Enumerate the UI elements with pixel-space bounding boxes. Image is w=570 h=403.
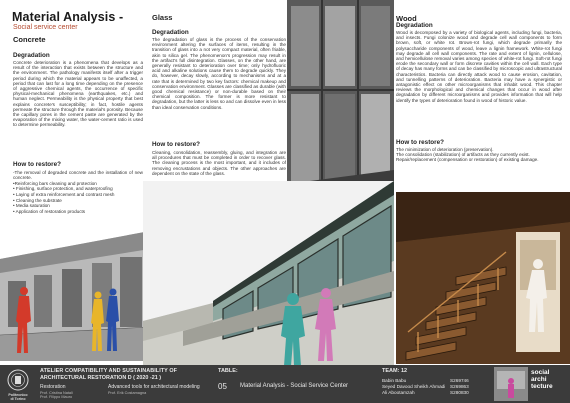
- list-item: Repair/replacement (compensation or restoration) of existing damage.: [396, 157, 539, 163]
- restoration-professor-1: Prof. Cristina Natali: [40, 391, 73, 395]
- course-title-line2: ARCHITECTURAL RESTORATION D ( 2020 -21 ): [40, 375, 162, 381]
- team-member-ids: [450, 378, 469, 396]
- concrete-restore-heading: How to restore?: [13, 161, 61, 168]
- concrete-degradation-heading: Degradation: [13, 52, 50, 59]
- page-title: Material Analysis -: [12, 10, 124, 24]
- team-member-id: S269746: [450, 378, 469, 383]
- team-member-id: S280830: [450, 390, 469, 395]
- glass-gallery-photo: [143, 181, 394, 366]
- list-item: -The removal of degraded concrete and the installation of new concrete.: [13, 170, 143, 181]
- list-item: • Finishing, surface protection, and waterproofing: [13, 186, 113, 192]
- wood-staircase-photo: [396, 192, 570, 364]
- wood-degradation-text: Wood is decomposed by a variety of biological agents, including fungi, bacteria, and insects. Fungi colonize wood and degrade cell wall components to form brown, soft, or white rot. Brown-rot fungi, which degrade primarily the polysaccharide components of wood, leave a lignin framework. White-rot fungi may degrade all cell wall components. The rate and extent of lignin, cellulose, and hemicellulose removal varies among species of white-rot fungi. Soft-rot fungi erode the secondary wall or form discrete cavities within the cell wall. Each type of decay has many forms and can be classified by microscopic and ultrastructural characteristics. Bacteria can directly attack wood to cause erosion, cavitation, and tunnelling patterns of deterioration. Bacteria may have a synergistic or antagonistic effect on other microorganisms that inhabit wood. This chapter reviews the morphological and chemical changes that occur in wood after degradation by different microorganisms and provides information that will help identify the types of deterioration found in wood of historic value.: [396, 30, 562, 103]
- page-subtitle: Social service center: [13, 24, 78, 31]
- team-member-id: S269863: [450, 384, 469, 389]
- list-item: The minimization of deterioration (preservation).: [396, 147, 494, 152]
- team-member-name: Seyed Davood Sheikh Ahmadi: [382, 384, 446, 389]
- glass-facade-photo: [287, 0, 394, 200]
- brand-line: social: [531, 369, 550, 376]
- restoration-professor-2: Prof. Filippo Mauro: [40, 395, 73, 399]
- politecnico-logo: [3, 367, 33, 401]
- project-thumbnail: [494, 367, 528, 401]
- wood-degradation-heading: Degradation: [396, 22, 433, 29]
- glass-restore-text: Cleaning, consolidation, reassembly, gluing, and integration are all procedures that must be completed in order to recover glass. The cleaning process is the most important, and it includes of removing encrustations and objects. The other approaches are dependent on the state of the glass.: [152, 150, 286, 176]
- wood-restore-list: [396, 147, 562, 163]
- team-member-names: [382, 378, 445, 396]
- table-label: TABLE:: [218, 368, 238, 374]
- list-item: • Laying of extra reinforcement and contrast mesh: [13, 191, 115, 197]
- concrete-heading: Concrete: [13, 35, 46, 44]
- glass-degradation-text: The degradation of glass is the process of the conservation environment altering the surfaces of items, resulting in the transition of glass into a not very compact material, often friable, akin to silica gel. The phenomenon's progression may result in the artifact's full disintegration. Glasses, on the other hand, are generally resistant to deterioration over time; only hydrofluoric acid and alkaline solutions cause them to degrade quickly. They do, however, decay slowly, according to mechanisms and at a rate that is determined by two key factors: chemical makeup and conservation environment. Glasses are classified as durable (with good chemical resistance) or non-durable based on their chemical composition. The former is more resistant to degradation, but the latter is less so and can dissolve even in less than ideal conservation conditions.: [152, 37, 286, 110]
- glass-restore-heading: How to restore?: [152, 141, 200, 148]
- concrete-building-photo: [0, 231, 150, 361]
- concrete-degradation-text: Concrete deterioration is a phenomena that develops as a result of the interaction that exists between the structure and the environment. The pathology manifests itself after a trigger period during which the material appears to be unaffected, a period that can last for a long time depending on the presence of aggressive chemical agents, the occurrence of specific physical-mechanical phenomena (earthquakes, etc.) and human neglect. Permeability is the physical property that best explains concrete's susceptibility; in fact, hostile agents permeate the structure through the material's porosity. Because the capillary pores in the cement paste are generated by the evaporation of the mixing water, the water-cement ratio is used to determine permeability.: [13, 60, 143, 128]
- restoration-label: Restoration: [40, 384, 66, 390]
- glass-heading: Glass: [152, 13, 173, 22]
- svg-text:di Torino: di Torino: [10, 397, 26, 401]
- list-item: The consolidation (stabilization) of artifacts as they currently exist.: [396, 152, 530, 158]
- team-label: TEAM: 12: [382, 368, 408, 374]
- list-item: • Media saturation: [13, 203, 50, 209]
- table-number: 05: [218, 382, 227, 391]
- advanced-tools-professor: Prof. Erik Costamagna: [108, 391, 147, 395]
- wood-heading: Wood: [396, 14, 417, 23]
- brand-wordmark: [531, 369, 553, 391]
- team-member-name: Ali Abootamzah: [382, 390, 415, 395]
- brand-line: archi: [531, 376, 547, 384]
- wood-restore-heading: How to restore?: [396, 139, 444, 146]
- table-title: Material Analysis - Social Service Center: [240, 383, 349, 389]
- team-member-name: Babin Babu: [382, 378, 407, 383]
- advanced-tools-label: Advanced tools for architectural modeling: [108, 384, 200, 390]
- course-title-line1: ATELIER COMPATIBILITY AND SUSTAINABILITY OF: [40, 368, 178, 374]
- concrete-restore-list: [13, 170, 143, 214]
- glass-degradation-heading: Degradation: [152, 29, 189, 36]
- list-item: • Cleaning the substrate: [13, 197, 62, 203]
- brand-line: tecture: [531, 383, 553, 391]
- list-item: •Reinforcing bars cleaning and protection: [13, 180, 97, 186]
- footer-bar: [0, 365, 570, 403]
- svg-text:Politecnico: Politecnico: [8, 393, 28, 397]
- list-item: • Application of restoration products: [13, 208, 86, 214]
